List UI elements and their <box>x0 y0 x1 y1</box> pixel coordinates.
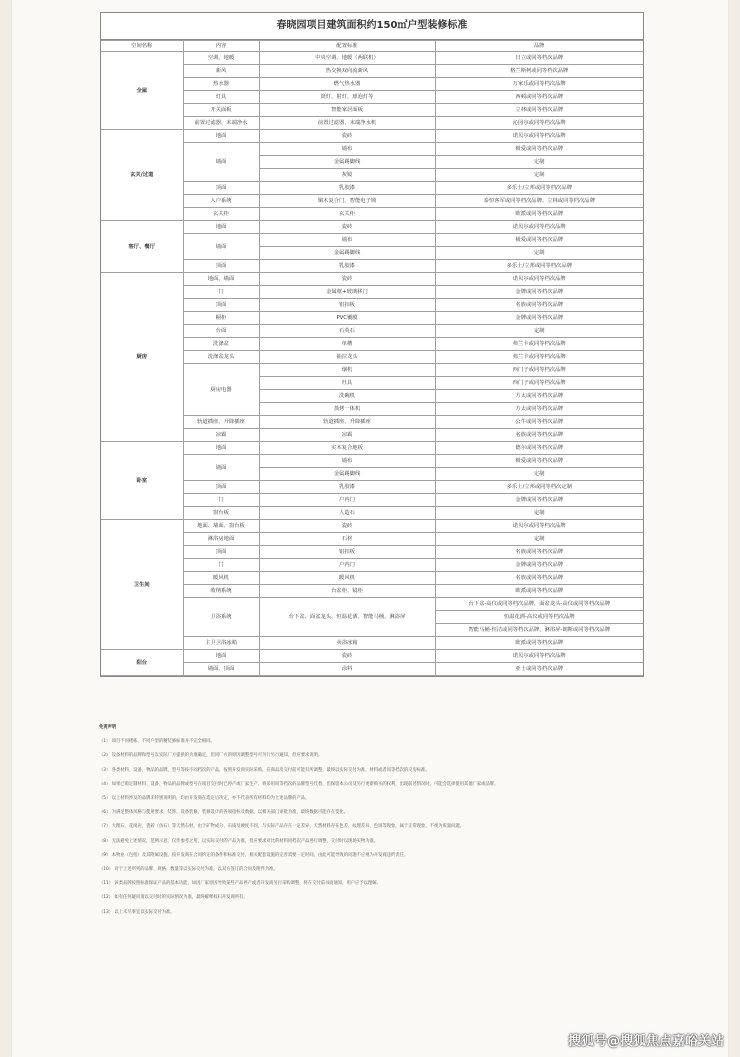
standard-cell: 热交换双向流新风 <box>259 65 435 78</box>
disclaimer-item: （3） 各类材料、设备、物品的品牌，型号等按不同档次的产品，按照开发商实际采购，在商品房交付前可能有所调整，最终以实际交付为准，材料或者同等档次的交房标准。 <box>99 767 430 773</box>
disclaimer-item: （10） 对于上述所列的品牌、规格、数量等以实际交付为准，以双方签订的合同及附件为准。 <box>99 867 278 873</box>
brand-cell: 定制 <box>435 325 643 338</box>
brand-cell: 名族或同等档次品牌 <box>435 572 643 585</box>
brand-cell: 台下盆-高仪或同等档次品牌，面盆龙头-高仪或同等档次品牌 <box>435 598 643 611</box>
brand-cell: 定制 <box>435 169 643 182</box>
brand-cell: 方太或同等档次品牌 <box>435 390 643 403</box>
content-cell: 地面、墙面 <box>183 273 259 286</box>
brand-cell: 欧派或同等档次品牌 <box>435 637 643 650</box>
disclaimer-item: （9） 本物业（包括）及其附属设施，按开发商在合同约定的条件和标准交付，相关配套设施的完善需要一定时间，由此可能导致的问题不应视为开发商违约责任。 <box>99 852 409 858</box>
brand-cell: 多乐士/立邦或同等档次定制 <box>435 481 643 494</box>
table-row <box>101 299 643 312</box>
standard-cell: 蒸烤一体机 <box>259 403 435 416</box>
header-content: 内容 <box>183 41 259 52</box>
brand-cell: 极爱或同等档次品牌 <box>435 455 643 468</box>
content-cell: 开关面板 <box>183 104 259 117</box>
space-name: 阳台 <box>101 650 183 676</box>
brand-cell: 诺贝尔或同等档次品牌 <box>435 273 643 286</box>
content-cell: 主卫卫浴冰箱 <box>183 637 259 650</box>
brand-cell: 德尔或同等档次品牌 <box>435 442 643 455</box>
space-name: 卧室 <box>101 442 183 520</box>
standard-cell: 瓷砖 <box>259 221 435 234</box>
brand-cell: 诺贝尔或同等档次品牌 <box>435 650 643 663</box>
content-cell: 墙面 <box>183 234 259 260</box>
table-row <box>101 338 643 351</box>
table-row <box>101 78 643 91</box>
brand-cell: 弗兰卡或同等档次品牌 <box>435 351 643 364</box>
table-row <box>101 221 643 234</box>
standard-cell: 墙布 <box>259 143 435 156</box>
standard-cell: 实木复合地板 <box>259 442 435 455</box>
brand-cell: 诺贝尔或同等档次品牌 <box>435 520 643 533</box>
brand-cell: 欧派或同等档次品牌 <box>435 585 643 598</box>
content-cell: 轨道插座、升降插座 <box>183 416 259 429</box>
table-row <box>101 429 643 442</box>
table-row <box>101 481 643 494</box>
brand-cell: 名族或同等档次品牌 <box>435 546 643 559</box>
table-row <box>101 182 643 195</box>
brand-cell: 西门子或同等档次品牌 <box>435 377 643 390</box>
content-cell: 淋浴房地面 <box>183 533 259 546</box>
table-row <box>101 195 643 208</box>
standard-cell: 瓷砖 <box>259 520 435 533</box>
disclaimer-title: 免责声明 <box>99 725 117 730</box>
disclaimer-item: （8） 无法避免上述情况，范例示意，仅作参考之用，以实际交付的产品为准，但应要求对比的材料同档次产品进行调整，交付时以现场实物为准。 <box>99 838 379 844</box>
space-name: 客厅、餐厅 <box>101 221 183 273</box>
standard-cell: 石材 <box>259 533 435 546</box>
brand-cell: 泰恒客军或同等档次品牌、立林或同等档次品牌 <box>435 195 643 208</box>
content-cell: 新风 <box>183 65 259 78</box>
brand-cell: 金牌或同等档次品牌 <box>435 312 643 325</box>
table-row <box>101 416 643 429</box>
table-row <box>101 364 643 377</box>
table-row <box>101 507 643 520</box>
disclaimer-item: （11） 该类品牌按照标准保证产品的基本功能，如因厂家原因导致某些产品停产或者开发商另行采购调整，将在交付前书面通知，用户应予以理解。 <box>99 881 381 887</box>
brand-cell: 西门子或同等档次品牌 <box>435 364 643 377</box>
content-cell: 顶面 <box>183 299 259 312</box>
brand-cell: 立林或同等档次品牌 <box>435 104 643 117</box>
content-cell: 门 <box>183 286 259 299</box>
standard-cell: 乳胶漆 <box>259 260 435 273</box>
disclaimer-item: （5） 以上材料涉及的品牌未特别说明的，均由开发商在选定后决定，亦不代表所有材料均为上述品牌的产品。 <box>99 796 310 802</box>
table-row <box>101 637 643 650</box>
content-cell: 暖风机 <box>183 572 259 585</box>
brand-cell: 方太或同等档次品牌 <box>435 403 643 416</box>
content-cell: 收纳系统 <box>183 585 259 598</box>
standard-cell: 乳胶漆 <box>259 182 435 195</box>
brand-cell: 格兰斯柯或同等档次品牌 <box>435 65 643 78</box>
table-row <box>101 559 643 572</box>
brand-cell: 名族或同等档次品牌 <box>435 429 643 442</box>
content-cell: 空调、地暖 <box>183 52 259 65</box>
brand-cell: 亚士或同等档次品牌 <box>435 663 643 676</box>
table-row <box>101 208 643 221</box>
header-space: 空间名称 <box>101 41 183 52</box>
standard-cell: 玄关柜 <box>259 208 435 221</box>
standard-cell: 灰镜 <box>259 169 435 182</box>
standard-cell: 台下盆、面盆龙头、恒温花洒、智能马桶、淋浴屏 <box>259 598 435 637</box>
standards-table <box>101 40 643 676</box>
disclaimer-item: （12） 如有任何疑问请以交付时的实际情况为准，最终解释权归开发商所有。 <box>99 895 248 901</box>
space-name: 卫生间 <box>101 520 183 650</box>
content-cell: 顶面 <box>183 481 259 494</box>
standard-cell: 智能家居面板 <box>259 104 435 117</box>
standard-cell: 户内门 <box>259 559 435 572</box>
brand-cell: 诺贝尔或同等档次品牌 <box>435 221 643 234</box>
table-row <box>101 585 643 598</box>
table-row <box>101 494 643 507</box>
standard-cell: 金属踢脚线 <box>259 468 435 481</box>
content-cell: 凉霸 <box>183 429 259 442</box>
table-row <box>101 520 643 533</box>
disclaimer-item: （2） 设备材料的品牌和型号以实际厂方提供的为准确定，但同厂方的原因调整型号可另行另行通知，但应要求说明。 <box>99 753 323 759</box>
table-row <box>101 117 643 130</box>
brand-cell: 定制 <box>435 247 643 260</box>
brand-cell: 金牌或同等档次品牌 <box>435 494 643 507</box>
table-row <box>101 442 643 455</box>
standard-cell: 抽拉龙头 <box>259 351 435 364</box>
disclaimer-item: （7） 大理石、花岗岩、瓷砖（仿石）等天然石材，由于矿物成分、石质及硬度不同，与实际产品存在一定差异，天然材料存在色差、纹理差异、色斑等现象，属于正常现象，不视为质量问题。 <box>99 824 465 830</box>
brand-cell: 定制 <box>435 507 643 520</box>
disclaimer-item: （1） 项目不同楼栋、不同户型的精装修标准并不完全相同。 <box>99 739 215 745</box>
standard-cell: 乳胶漆 <box>259 481 435 494</box>
standard-cell: 瓷砖 <box>259 130 435 143</box>
standard-cell: 轨道插座、升降插座 <box>259 416 435 429</box>
content-cell: 灯具 <box>183 91 259 104</box>
table-row <box>101 663 643 676</box>
content-cell: 前置过滤器、末端净水 <box>183 117 259 130</box>
brand-cell: 日立或同等档次品牌 <box>435 52 643 65</box>
standard-cell: 瓷砖 <box>259 273 435 286</box>
content-cell: 洗涤盆龙头 <box>183 351 259 364</box>
content-cell: 地面 <box>183 221 259 234</box>
standard-cell: 金属框+玻璃移门 <box>259 286 435 299</box>
disclaimer-item: （4） 如果已购定制材料、设备、物品的品牌或型号在项目交付时已停产或厂家生产，将采用同等档次的品牌型号代替，但保留本公司及另行更新购买的权利，出现前述情况时，可能会选择使用其他厂家或品牌。 <box>99 781 499 787</box>
content-cell: 地面 <box>183 442 259 455</box>
standard-cell: 铝扣板 <box>259 546 435 559</box>
brand-cell: 西顿或同等档次品牌 <box>435 91 643 104</box>
content-cell: 墙面、顶面 <box>183 663 259 676</box>
standard-cell: 涂料 <box>259 663 435 676</box>
content-cell: 墙面 <box>183 455 259 481</box>
standard-cell: 燃气热水器 <box>259 78 435 91</box>
table-row <box>101 351 643 364</box>
content-cell: 地面、墙面、窗台板 <box>183 520 259 533</box>
standard-cell: 前置过滤器、末端净水机 <box>259 117 435 130</box>
standard-cell: 灶具 <box>259 377 435 390</box>
content-cell: 顶面 <box>183 546 259 559</box>
content-cell: 顶面 <box>183 260 259 273</box>
disclaimer-item: （13） 以上未尽事宜以实际交付为准。 <box>99 909 175 915</box>
standard-cell: 单槽 <box>259 338 435 351</box>
content-cell: 门 <box>183 494 259 507</box>
content-cell: 热水器 <box>183 78 259 91</box>
standard-cell: 筒灯、射灯、球泡灯等 <box>259 91 435 104</box>
brand-cell: 公牛或同等档次品牌 <box>435 416 643 429</box>
brand-cell: 金牌或同等档次品牌 <box>435 559 643 572</box>
table-row <box>101 572 643 585</box>
table-header-row <box>101 41 643 52</box>
brand-cell: 名族或同等档次品牌 <box>435 299 643 312</box>
content-cell: 厨房电器 <box>183 364 259 416</box>
standard-cell: 石英石 <box>259 325 435 338</box>
disclaimer-item: （6） 为满足整体风格与使用要求，装饰、设备装修、装修设计的各项指标及数据，以相关部门审批为准，最终数据可能存在变化。 <box>99 810 349 816</box>
table-row <box>101 260 643 273</box>
standard-cell: 铜木复合门、智能电子锁 <box>259 195 435 208</box>
brand-cell: 恒温花洒-高仪或同等档次品牌 <box>435 611 643 624</box>
content-cell: 地面 <box>183 130 259 143</box>
standard-cell: 暖风机 <box>259 572 435 585</box>
brand-cell: 沁园尔或同等档次品牌 <box>435 117 643 130</box>
brand-cell: 欧派或同等档次品牌 <box>435 208 643 221</box>
standard-cell: 金属踢脚线 <box>259 247 435 260</box>
table-row <box>101 286 643 299</box>
table-row <box>101 546 643 559</box>
brand-cell: 诺贝尔或同等档次品牌 <box>435 130 643 143</box>
space-name: 厨房 <box>101 273 183 442</box>
brand-cell: 智能马桶-恒洁或同等档次品牌，淋浴屏-朗斯或同等档次品牌 <box>435 624 643 637</box>
standard-cell: 墙布 <box>259 234 435 247</box>
brand-cell: 多乐士/立邦或同等档次品牌 <box>435 260 643 273</box>
brand-cell: 定制 <box>435 533 643 546</box>
source-watermark: 搜狐号@搜狐焦点嘉峪关站 <box>567 1034 724 1049</box>
table-row <box>101 598 643 611</box>
table-row <box>101 234 643 247</box>
table-row <box>101 65 643 78</box>
standard-cell: 瓷砖 <box>259 650 435 663</box>
brand-cell: 极爱或同等档次品牌 <box>435 234 643 247</box>
standard-cell: PVC覆膜 <box>259 312 435 325</box>
content-cell: 洗涤盆 <box>183 338 259 351</box>
content-cell: 入户系统 <box>183 195 259 208</box>
space-name: 玄关/过道 <box>101 130 183 221</box>
space-name: 全屋 <box>101 52 183 130</box>
standard-cell: 中央空调、地暖（两联机） <box>259 52 435 65</box>
standards-table-frame <box>100 12 644 677</box>
content-cell: 窗台板 <box>183 507 259 520</box>
document-title: 春晓园项目建筑面积约150㎡户型装修标准 <box>101 13 643 40</box>
content-cell: 地面 <box>183 650 259 663</box>
brand-cell: 多乐士/立邦或同等档次品牌 <box>435 182 643 195</box>
content-cell: 顶面 <box>183 182 259 195</box>
content-cell: 玄关柜 <box>183 208 259 221</box>
table-row <box>101 91 643 104</box>
header-brand: 品牌 <box>435 41 643 52</box>
content-cell: 卫浴系统 <box>183 598 259 637</box>
table-row <box>101 130 643 143</box>
standard-cell: 铝扣板 <box>259 299 435 312</box>
standard-cell: 洗碗机 <box>259 390 435 403</box>
standard-cell: 卖浴冰箱 <box>259 637 435 650</box>
table-row <box>101 533 643 546</box>
table-row <box>101 312 643 325</box>
standard-cell: 人造石 <box>259 507 435 520</box>
table-row <box>101 143 643 156</box>
table-row <box>101 104 643 117</box>
header-standard: 配置标准 <box>259 41 435 52</box>
table-row <box>101 325 643 338</box>
table-row <box>101 52 643 65</box>
brand-cell: 定制 <box>435 156 643 169</box>
standard-cell: 台盆柜、镜柜 <box>259 585 435 598</box>
content-cell: 台面 <box>183 325 259 338</box>
standard-cell: 墙布 <box>259 455 435 468</box>
standard-cell: 户内门 <box>259 494 435 507</box>
content-cell: 墙面 <box>183 143 259 182</box>
brand-cell: 弗兰卡或同等档次品牌 <box>435 338 643 351</box>
content-cell: 门 <box>183 559 259 572</box>
table-row <box>101 455 643 468</box>
table-row <box>101 650 643 663</box>
brand-cell: 定制 <box>435 468 643 481</box>
standard-cell: 烟机 <box>259 364 435 377</box>
standard-cell: 凉霸 <box>259 429 435 442</box>
brand-cell: 金牌或同等档次品牌 <box>435 286 643 299</box>
brand-cell: 万家乐或同等档次品牌 <box>435 78 643 91</box>
disclaimer-section <box>99 721 659 920</box>
standard-cell: 金属踢脚线 <box>259 156 435 169</box>
content-cell: 橱柜 <box>183 312 259 325</box>
brand-cell: 极爱或同等档次品牌 <box>435 143 643 156</box>
table-row <box>101 273 643 286</box>
